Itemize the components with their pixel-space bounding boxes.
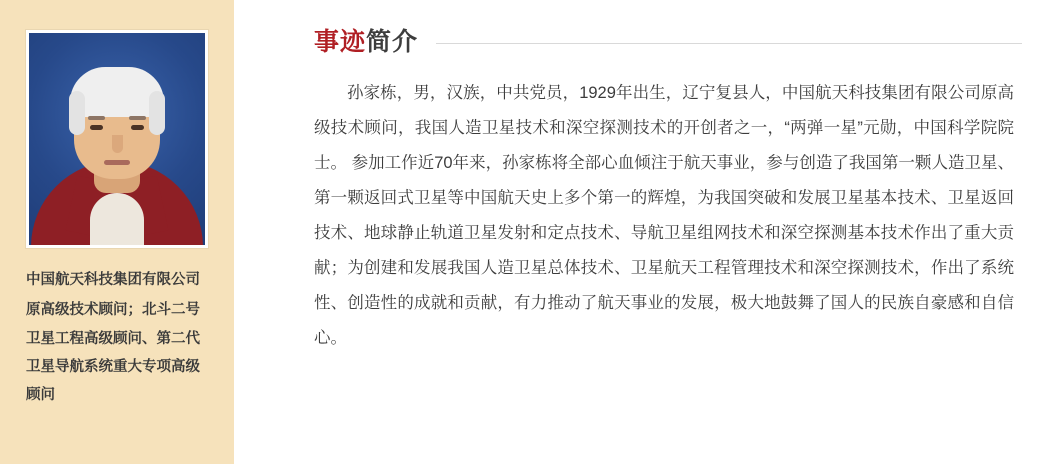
portrait-eyebrow-right (129, 116, 146, 120)
profile-organization: 中国航天科技集团有限公司 (26, 272, 200, 288)
section-title (314, 22, 418, 58)
portrait-shirt (90, 193, 144, 248)
section-header (314, 18, 1022, 62)
portrait-eyebrow-left (88, 116, 105, 120)
portrait-mouth (104, 160, 130, 165)
profile-card (0, 0, 234, 464)
portrait-eye-right (131, 125, 144, 130)
content-area (234, 0, 1046, 464)
portrait-photo (26, 30, 208, 248)
section-title-rest: 简介 (366, 28, 419, 56)
portrait-eye-left (90, 125, 103, 130)
portrait-nose (112, 135, 123, 153)
profile-meta (26, 266, 208, 409)
portrait-hair-left (69, 91, 85, 135)
biography-text: 孙家栋，男，汉族，中共党员，1929年出生，辽宁复县人，中国航天科技集团有限公司原高级技术顾问，我国人造卫星技术和深空探测技术的开创者之一，“两弹一星”元勋，中国科学院院士。 参加工作近70年来，孙家栋将全部心血倾注于航天事业，参与创造了我国第一颗人造卫星、第一颗返回式卫星等中国航天史上多个第一的辉煌，为我国突破和发展卫星基本技术、卫星返回技术、地球静止轨道卫星发射和定点技术、导航卫星组网技术和深空探测基本技术作出了重大贡献；为创建和发展我国人造卫星总体技术、卫星航天工程管理技术和深空探测技术，作出了系统性、创造性的成就和贡献，有力推动了航天事业的发展，极大地鼓舞了国人的民族自豪感和自信心。 (314, 84, 1014, 347)
portrait-hair-right (149, 91, 165, 135)
profile-titles: 原高级技术顾问；北斗二号卫星工程高级顾问、第二代卫星导航系统重大专项高级顾问 (26, 302, 200, 404)
section-title-accent: 事迹 (314, 28, 367, 56)
title-divider (436, 43, 1022, 44)
